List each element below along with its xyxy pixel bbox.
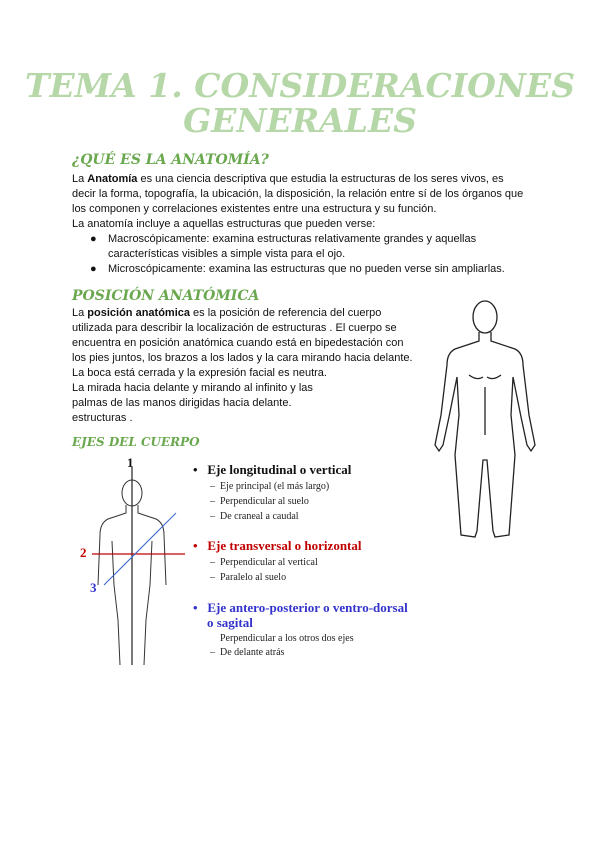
anatomical-position-figure — [425, 295, 545, 543]
axis-1-item: – De craneal a caudal — [210, 511, 299, 522]
title-line-2: GENERALES — [183, 101, 417, 140]
axis-2-item: – Paralelo al suelo — [210, 572, 287, 583]
axis-3-title: • Eje antero-posterior o ventro-dorsal — [193, 600, 408, 615]
axis-1-item: – Perpendicular al suelo — [210, 496, 309, 507]
list-item: ● Macroscópicamente: examina estructuras relativamente grandes y aquellas — [90, 233, 477, 245]
axis-1-item: – Eje principal (el más largo) — [210, 481, 330, 492]
title-line-1: TEMA 1. CONSIDERACIONES — [24, 66, 576, 105]
axis-1-title: • Eje longitudinal o vertical — [193, 462, 352, 477]
axis-number-2: 2 — [80, 545, 87, 560]
axis-3-item: – De delante atrás — [210, 647, 285, 658]
body-axes-diagram — [80, 455, 190, 665]
heading-posicion-anatomica: POSICIÓN ANATÓMICA — [72, 288, 260, 304]
paragraph-line: La mirada hacia delante y mirando al infinito y las — [72, 382, 313, 394]
paragraph-line: utilizada para describir la localización de estructuras . El cuerpo se — [72, 322, 397, 334]
paragraph-line: La anatomía incluye a aquellas estructuras que pueden verse: — [72, 218, 376, 230]
paragraph-line: palmas de las manos dirigidas hacia delante. — [72, 397, 292, 409]
axis-3-item: Perpendicular a los otros dos ejes — [220, 633, 354, 644]
paragraph-line: La Anatomía es una ciencia descriptiva que estudia la estructuras de los seres vivos, es — [72, 173, 504, 185]
paragraph-line: La posición anatómica es la posición de referencia del cuerpo — [72, 307, 382, 319]
heading-ejes-del-cuerpo: EJES DEL CUERPO — [72, 435, 200, 449]
paragraph-line: encuentra en posición anatómica cuando está en bipedestación con — [72, 337, 404, 349]
list-item: ● Microscópicamente: examina las estructuras que no pueden verse sin ampliarlas. — [90, 263, 505, 275]
axis-number-3: 3 — [90, 580, 97, 595]
axis-number-1: 1 — [127, 455, 134, 470]
axis-3-title-cont: o sagital — [207, 615, 253, 630]
axis-2-title: • Eje transversal o horizontal — [193, 538, 362, 553]
paragraph-line: los componen y correlaciones existentes entre una estructura y su función. — [72, 203, 437, 215]
paragraph-line: estructuras . — [72, 412, 133, 424]
paragraph-line: los pies juntos, los brazos a los lados y la cara mirando hacia delante. — [72, 352, 413, 364]
axis-2-item: – Perpendicular al vertical — [210, 557, 318, 568]
heading-que-es-anatomia: ¿QUÉ ES LA ANATOMÍA? — [72, 152, 269, 168]
paragraph-line: La boca está cerrada y la expresión facial es neutra. — [72, 367, 327, 379]
paragraph-line: decir la forma, topografía, la ubicación, la disposición, la relación entre sí de los órganos que — [72, 188, 524, 200]
list-item-continuation: características visibles a simple vista para el ojo. — [108, 248, 346, 260]
